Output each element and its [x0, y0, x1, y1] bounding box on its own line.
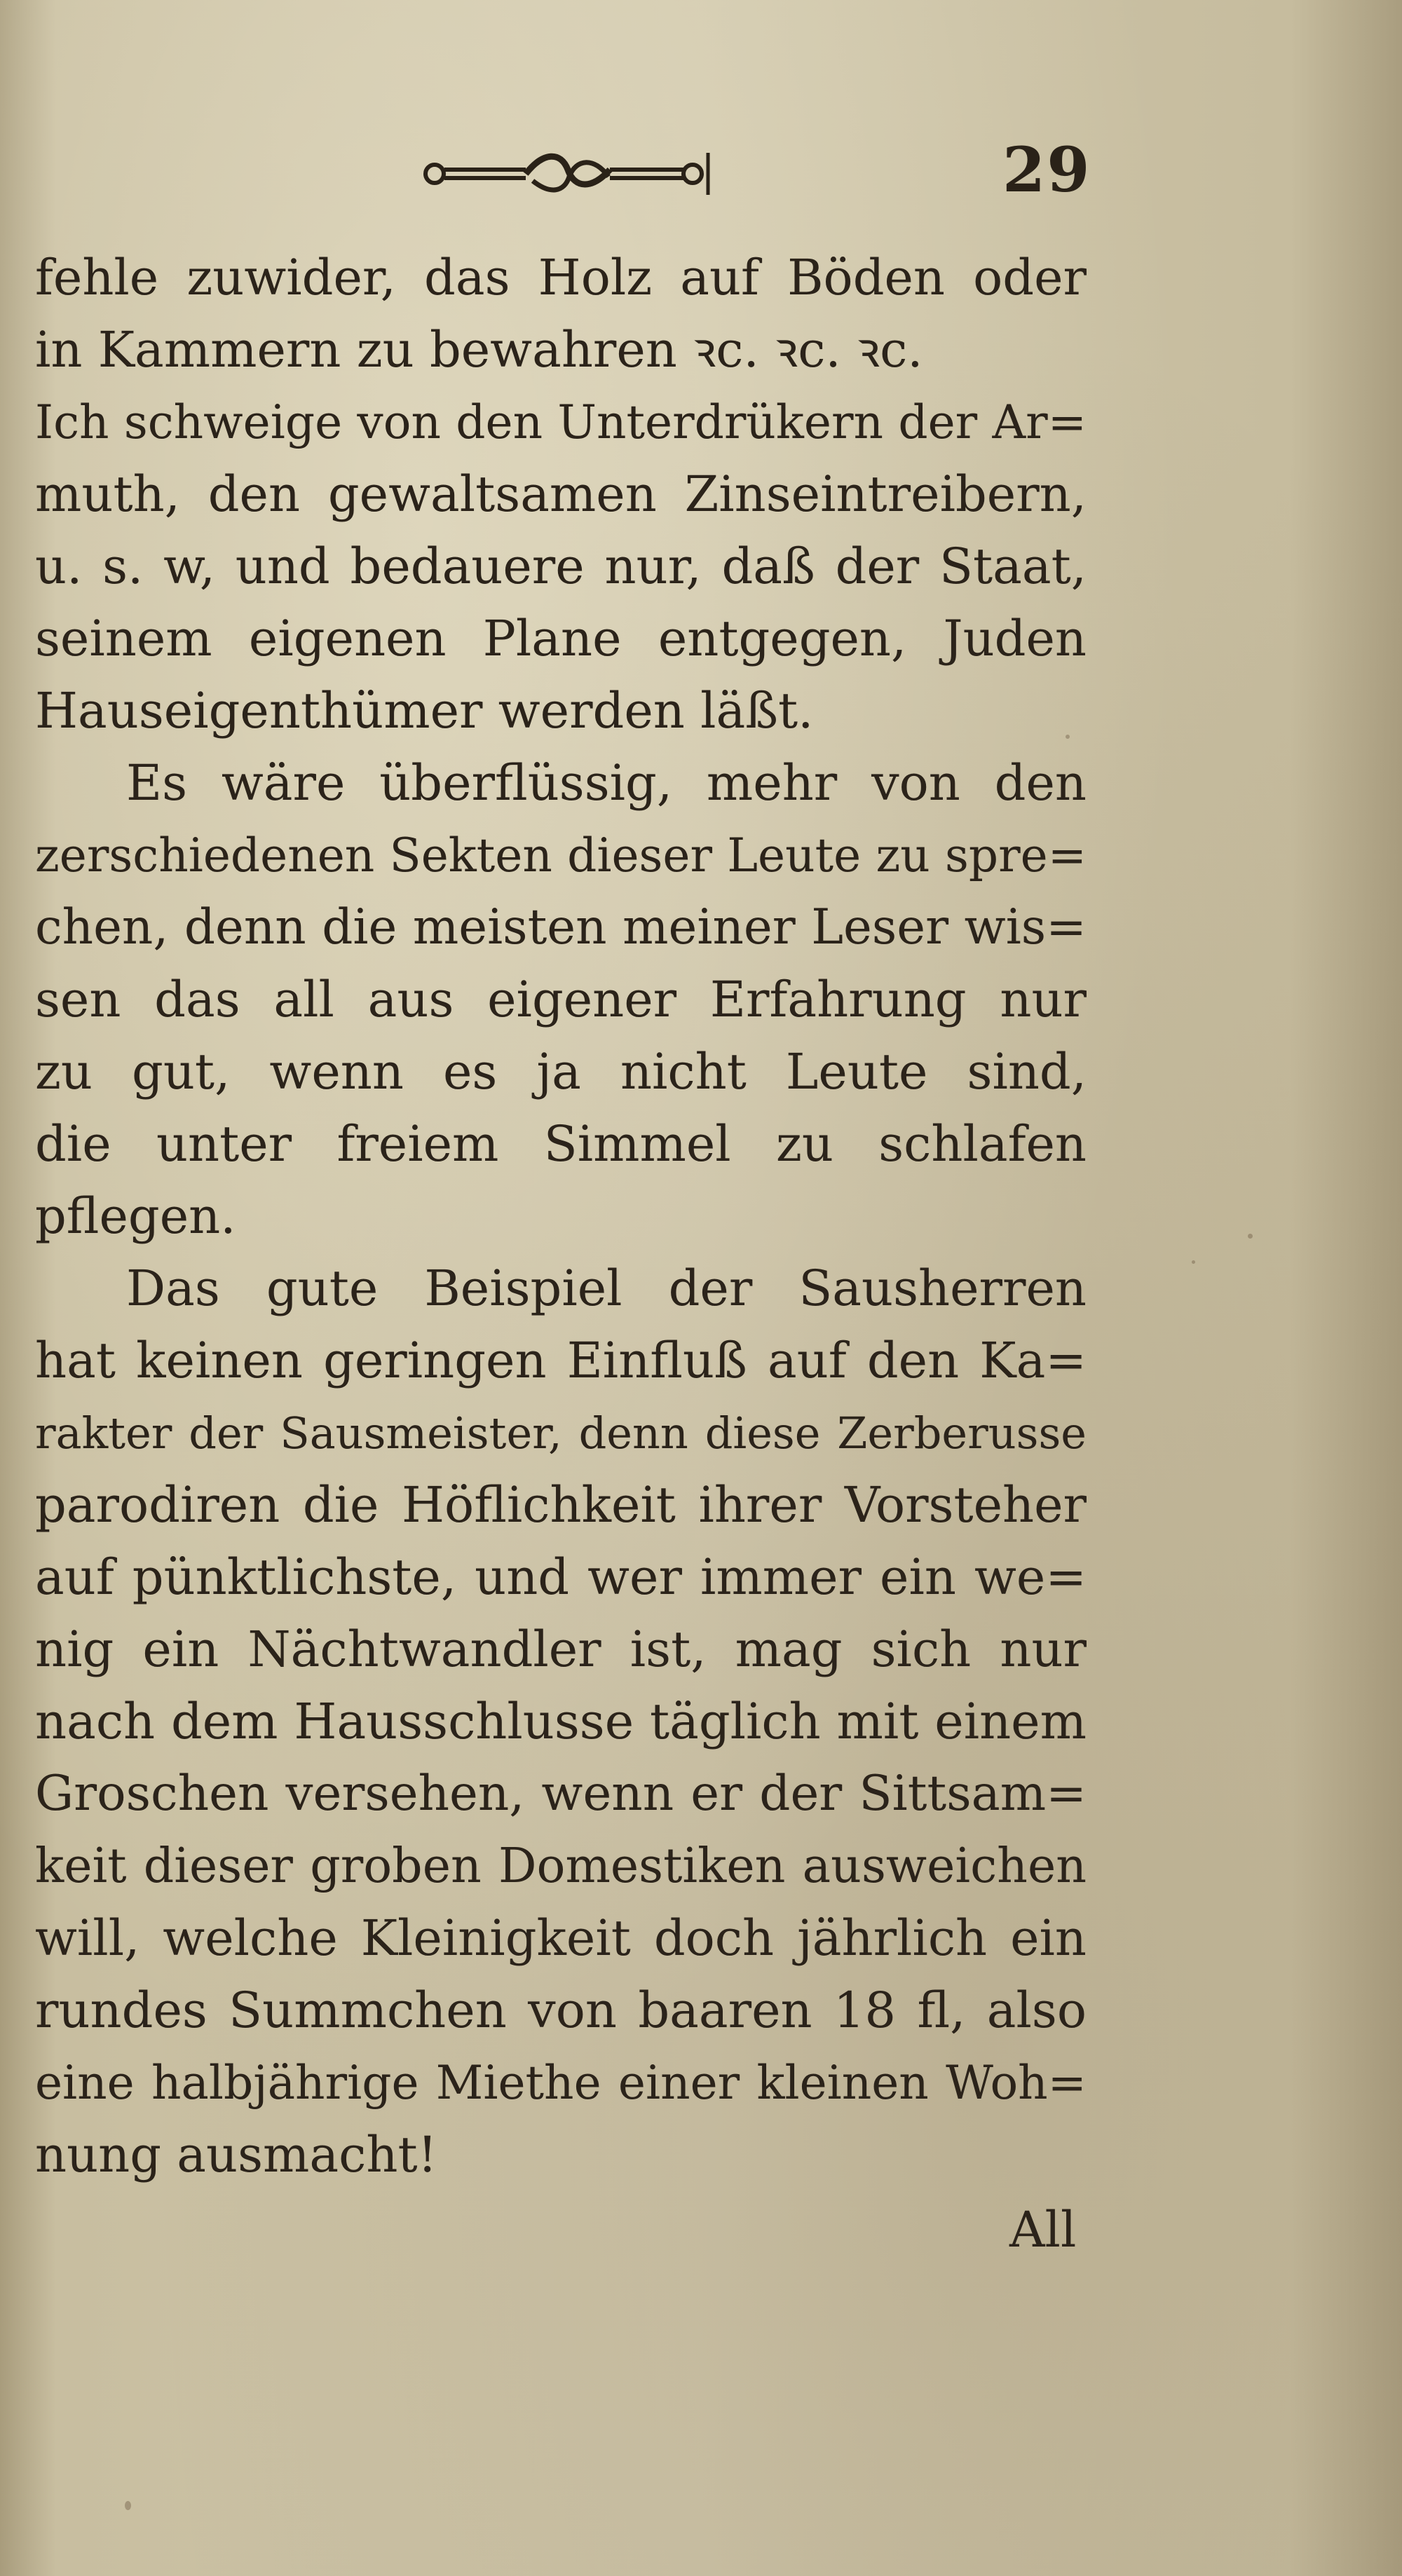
- text-line: chen, denn die meisten meiner Leser wis=: [35, 899, 1087, 955]
- text-line: rakter der Sausmeister, denn diese Zerberusse: [35, 1408, 1087, 1459]
- paper-spot: [125, 2501, 131, 2510]
- text-line: keit dieser groben Domestiken ausweichen: [35, 1839, 1087, 1894]
- text-line: Groschen versehen, wenn er der Sittsam=: [35, 1766, 1087, 1822]
- text-line: parodiren die Höflichkeit ihrer Vorsteher: [35, 1476, 1087, 1534]
- page-number: 29: [1002, 133, 1091, 206]
- text-line: u. s. w, und bedauere nur, daß der Staat,: [35, 538, 1087, 595]
- text-line: hat keinen geringen Einfluß auf den Ka=: [35, 1332, 1087, 1389]
- text-line: zerschiedenen Sekten dieser Leute zu spre=: [35, 829, 1087, 882]
- text-line: seinem eigenen Plane entgegen, Juden: [35, 610, 1087, 667]
- text-line: will, welche Kleinigkeit doch jährlich ein: [35, 1909, 1087, 1967]
- text-line: nung ausmacht!: [35, 2126, 437, 2183]
- text-line: nig ein Nächtwandler ist, mag sich nur: [35, 1621, 1087, 1678]
- text-line: in Kammern zu bewahren ꝛc. ꝛc. ꝛc.: [35, 321, 923, 379]
- text-line: pflegen.: [35, 1187, 236, 1245]
- text-line: Ich schweige von den Unterdrükern der Ar=: [35, 395, 1087, 449]
- text-line: muth, den gewaltsamen Zinseintreibern,: [35, 465, 1087, 523]
- text-line: eine halbjährige Miethe einer kleinen Woh=: [35, 2056, 1087, 2110]
- text-line: rundes Summchen von baaren 18 fl, also: [35, 1982, 1087, 2039]
- text-line: Hauseigenthümer werden läßt.: [35, 682, 814, 740]
- ornament-icon: [421, 149, 715, 198]
- page-header: [0, 133, 1402, 210]
- text-line: die unter freiem Simmel zu schlafen: [35, 1115, 1087, 1173]
- text-line: sen das all aus eigener Erfahrung nur: [35, 971, 1087, 1028]
- text-line: zu gut, wenn es ja nicht Leute sind,: [35, 1043, 1087, 1100]
- text-line: Das gute Beispiel der Sausherren: [126, 1260, 1087, 1317]
- paper-spot: [1248, 1234, 1253, 1239]
- body-text: [35, 242, 1087, 2191]
- paper-spot: [1192, 1260, 1195, 1264]
- text-line: fehle zuwider, das Holz auf Böden oder: [35, 249, 1087, 306]
- text-line: auf pünktlichste, und wer immer ein we=: [35, 1548, 1087, 1606]
- text-line: nach dem Hausschlusse täglich mit einem: [35, 1693, 1087, 1750]
- catchword: All: [1009, 2201, 1077, 2258]
- text-line: Es wäre überflüssig, mehr von den: [126, 754, 1087, 812]
